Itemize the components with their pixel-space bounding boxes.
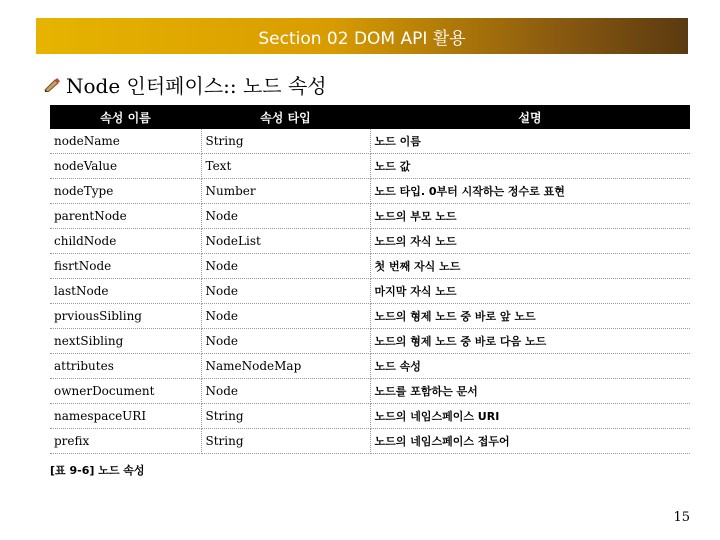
cell-description: 노드의 부모 노드 xyxy=(370,204,690,229)
slide-heading xyxy=(44,70,327,98)
column-header-type: 속성 타입 xyxy=(201,105,370,129)
cell-property-name: nodeName xyxy=(50,129,201,154)
cell-description: 노드의 자식 노드 xyxy=(370,229,690,254)
cell-property-name: attributes xyxy=(50,354,201,379)
cell-property-type: String xyxy=(201,404,370,429)
cell-description: 노드를 포함하는 문서 xyxy=(370,379,690,404)
section-title: Section 02 DOM API 활용 xyxy=(258,28,466,49)
table-row xyxy=(50,379,690,404)
column-header-name: 속성 이름 xyxy=(50,105,201,129)
page-number: 15 xyxy=(673,510,690,525)
cell-property-type: Node xyxy=(201,279,370,304)
cell-property-type: Node xyxy=(201,304,370,329)
table-row xyxy=(50,429,690,454)
table-row xyxy=(50,304,690,329)
cell-property-name: prviousSibling xyxy=(50,304,201,329)
cell-property-name: fisrtNode xyxy=(50,254,201,279)
cell-description: 노드 타입. 0부터 시작하는 정수로 표현 xyxy=(370,179,690,204)
cell-property-type: NodeList xyxy=(201,229,370,254)
cell-description: 노드 속성 xyxy=(370,354,690,379)
table-row xyxy=(50,404,690,429)
cell-description: 노드 이름 xyxy=(370,129,690,154)
table-row xyxy=(50,329,690,354)
table-row xyxy=(50,179,690,204)
cell-property-name: lastNode xyxy=(50,279,201,304)
table-row xyxy=(50,204,690,229)
cell-description: 노드의 형제 노드 중 바로 앞 노드 xyxy=(370,304,690,329)
table-row xyxy=(50,154,690,179)
table-row xyxy=(50,229,690,254)
table-row xyxy=(50,279,690,304)
cell-property-name: childNode xyxy=(50,229,201,254)
cell-description: 마지막 자식 노드 xyxy=(370,279,690,304)
cell-property-type: NameNodeMap xyxy=(201,354,370,379)
cell-property-type: Node xyxy=(201,329,370,354)
table-row xyxy=(50,354,690,379)
table-caption: [표 9-6] 노드 속성 xyxy=(50,464,145,477)
section-banner xyxy=(36,18,688,54)
cell-property-type: String xyxy=(201,429,370,454)
cell-property-name: parentNode xyxy=(50,204,201,229)
cell-property-name: prefix xyxy=(50,429,201,454)
cell-description: 노드의 네임스페이스 접두어 xyxy=(370,429,690,454)
cell-property-type: Text xyxy=(201,154,370,179)
cell-property-name: ownerDocument xyxy=(50,379,201,404)
cell-property-name: nodeType xyxy=(50,179,201,204)
cell-property-type: Number xyxy=(201,179,370,204)
table-row xyxy=(50,254,690,279)
cell-property-type: String xyxy=(201,129,370,154)
cell-property-type: Node xyxy=(201,204,370,229)
table-row xyxy=(50,129,690,154)
cell-description: 노드의 네임스페이스 URI xyxy=(370,404,690,429)
cell-description: 노드 값 xyxy=(370,154,690,179)
table-body xyxy=(50,129,690,454)
cell-description: 노드의 형제 노드 중 바로 다음 노드 xyxy=(370,329,690,354)
heading-text: Node 인터페이스:: 노드 속성 xyxy=(66,73,327,98)
node-properties-table xyxy=(50,105,690,454)
pen-bullet-icon xyxy=(44,76,60,92)
cell-property-type: Node xyxy=(201,379,370,404)
cell-property-name: nodeValue xyxy=(50,154,201,179)
cell-property-type: Node xyxy=(201,254,370,279)
column-header-description: 설명 xyxy=(370,105,690,129)
cell-property-name: nextSibling xyxy=(50,329,201,354)
cell-property-name: namespaceURI xyxy=(50,404,201,429)
cell-description: 첫 번째 자식 노드 xyxy=(370,254,690,279)
table-header-row xyxy=(50,105,690,129)
